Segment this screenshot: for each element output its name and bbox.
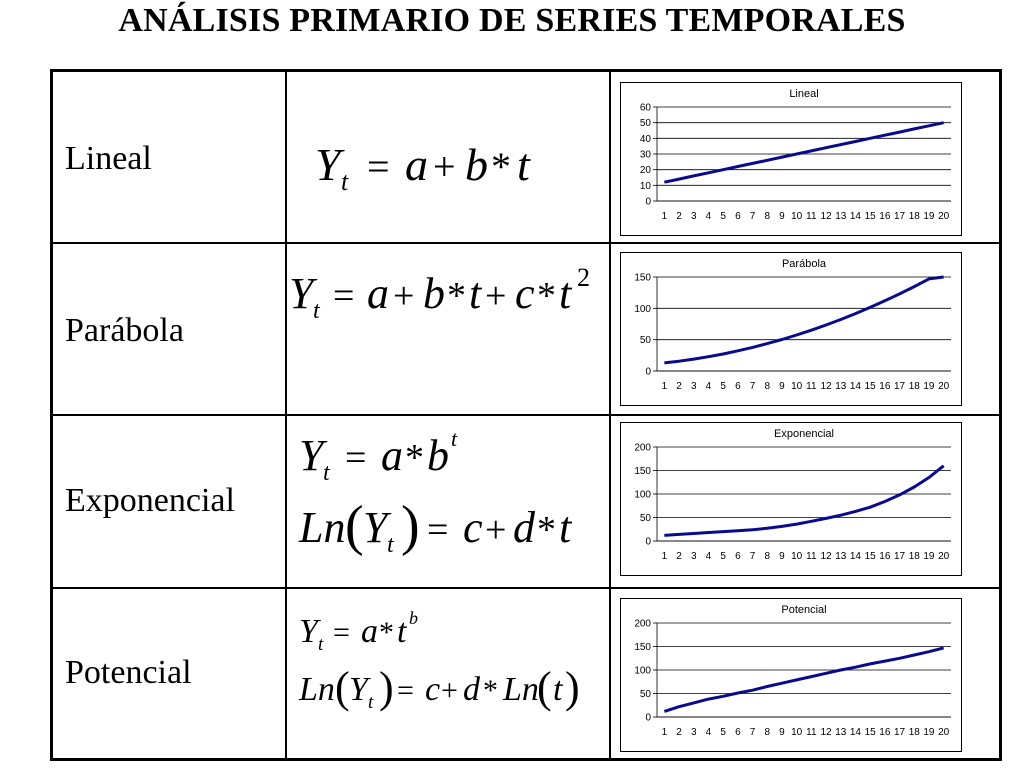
x-tick-label: 11 (806, 211, 817, 222)
x-tick-label: 3 (690, 211, 697, 222)
formula-exponent: 2 (577, 263, 590, 292)
formula-t: t (397, 613, 407, 650)
formula-d: d (513, 503, 535, 552)
y-tick-label: 100 (634, 489, 651, 501)
x-tick-label: 16 (879, 727, 891, 738)
x-tick-label: 11 (806, 727, 817, 738)
formula-subscript: t (318, 634, 324, 655)
x-tick-label: 12 (820, 381, 832, 392)
x-tick-label: 10 (791, 551, 803, 562)
y-tick-label: 0 (645, 536, 651, 548)
chart-parabola (620, 252, 962, 406)
formula-y: Y (289, 269, 314, 318)
formula-equals: = (367, 144, 390, 189)
formula-subscript: t (323, 460, 330, 486)
x-tick-label: 9 (779, 381, 785, 392)
formula-paren-open: ( (537, 663, 552, 712)
row-divider (53, 242, 999, 244)
formula-c: c (425, 671, 441, 708)
x-tick-label: 1 (661, 381, 668, 392)
x-tick-label: 16 (879, 551, 891, 562)
formula-b: b (427, 431, 449, 480)
formula-equals: = (333, 275, 355, 317)
row-divider (53, 587, 999, 589)
x-tick-label: 11 (806, 551, 817, 562)
formula-y: Y (315, 139, 341, 190)
formula-ln: Ln (299, 671, 335, 708)
y-tick-label: 50 (639, 513, 651, 524)
x-tick-label: 7 (749, 551, 756, 562)
formula-t: t (559, 503, 572, 552)
x-tick-label: 20 (938, 381, 950, 392)
chart-svg (621, 253, 961, 405)
x-tick-label: 14 (849, 551, 862, 562)
y-tick-label: 0 (645, 366, 651, 378)
x-tick-label: 5 (720, 211, 726, 222)
x-tick-label: 6 (735, 211, 741, 222)
formula-b: b (465, 139, 488, 190)
formula-asterisk: * (537, 275, 556, 317)
x-tick-label: 17 (893, 551, 906, 562)
y-tick-label: 150 (634, 272, 651, 284)
formula-c: c (515, 269, 535, 318)
x-tick-label: 17 (893, 381, 906, 392)
x-tick-label: 16 (879, 381, 891, 392)
x-tick-label: 4 (705, 727, 712, 738)
x-tick-label: 9 (779, 211, 785, 222)
y-tick-label: 10 (639, 180, 651, 192)
chart-exponencial (620, 422, 962, 576)
x-tick-label: 12 (820, 551, 832, 562)
y-tick-label: 0 (645, 712, 651, 724)
chart-title: Potencial (781, 604, 827, 616)
y-tick-label: 50 (639, 118, 651, 130)
formula-d: d (463, 671, 480, 708)
y-tick-label: 150 (634, 642, 651, 653)
x-tick-label: 17 (893, 727, 906, 738)
formula-t: t (559, 269, 572, 318)
x-tick-label: 12 (820, 727, 832, 738)
formula-a: a (381, 431, 403, 480)
x-tick-label: 18 (908, 381, 920, 392)
x-tick-label: 14 (849, 211, 862, 222)
x-tick-label: 12 (820, 211, 832, 222)
formula-parabola (289, 260, 609, 330)
chart-title: Lineal (789, 88, 819, 100)
formula-a: a (367, 269, 389, 318)
x-tick-label: 19 (923, 727, 935, 738)
formula-y: Y (349, 671, 368, 708)
x-tick-label: 16 (879, 211, 891, 222)
x-tick-label: 15 (864, 727, 876, 738)
formula-equals: = (345, 437, 367, 479)
formula-t: t (469, 269, 482, 318)
x-tick-label: 14 (849, 381, 862, 392)
chart-svg (621, 423, 961, 575)
chart-title: Exponencial (774, 428, 834, 440)
x-tick-label: 7 (749, 211, 756, 222)
x-tick-label: 1 (661, 727, 668, 738)
formula-ln: Ln (299, 503, 346, 552)
formula-a: a (361, 613, 378, 650)
x-tick-label: 8 (764, 551, 771, 562)
formula-a: a (405, 139, 428, 190)
x-tick-label: 6 (735, 551, 741, 562)
x-tick-label: 3 (690, 381, 697, 392)
x-tick-label: 18 (908, 727, 920, 738)
x-tick-label: 9 (779, 551, 785, 562)
x-tick-label: 4 (705, 551, 712, 562)
x-tick-label: 10 (791, 211, 803, 222)
x-tick-label: 9 (779, 727, 785, 738)
formula-paren-open: ( (345, 495, 364, 557)
formula-plus: + (485, 509, 507, 551)
formula-plus: + (485, 275, 507, 317)
x-tick-label: 11 (806, 381, 817, 392)
x-tick-label: 2 (676, 727, 682, 738)
formula-lineal (315, 132, 605, 202)
formula-exponencial (299, 424, 599, 574)
x-tick-label: 10 (791, 381, 803, 392)
x-tick-label: 2 (676, 381, 682, 392)
y-tick-label: 100 (634, 303, 651, 315)
formula-c: c (463, 503, 483, 552)
x-tick-label: 4 (705, 381, 712, 392)
x-tick-label: 2 (676, 211, 682, 222)
x-tick-label: 18 (908, 551, 920, 562)
series-line (664, 123, 943, 183)
x-tick-label: 5 (720, 551, 726, 562)
formula-paren-close: ) (379, 663, 394, 712)
formula-y: Y (299, 613, 318, 650)
x-tick-label: 2 (676, 551, 682, 562)
x-tick-label: 20 (938, 727, 950, 738)
y-tick-label: 40 (639, 133, 651, 145)
formula-exponent: b (409, 608, 418, 628)
x-tick-label: 14 (849, 727, 862, 738)
x-tick-label: 6 (735, 727, 741, 738)
row-label-exponencial: Exponencial (65, 482, 235, 519)
row-label-parabola: Parábola (65, 312, 184, 349)
x-tick-label: 1 (661, 551, 668, 562)
x-tick-label: 10 (791, 727, 803, 738)
formula-equals: = (397, 674, 414, 707)
formula-asterisk: * (379, 616, 394, 649)
formula-paren-open: ( (335, 663, 350, 712)
x-tick-label: 4 (705, 211, 712, 222)
formula-equals: = (427, 509, 449, 551)
formula-paren-close: ) (401, 495, 420, 557)
series-line (664, 466, 943, 536)
x-tick-label: 7 (749, 381, 756, 392)
y-tick-label: 60 (639, 102, 651, 114)
row-divider (53, 414, 999, 416)
y-tick-label: 100 (634, 665, 651, 677)
formula-asterisk: * (405, 437, 424, 479)
formula-paren-close: ) (565, 663, 580, 712)
x-tick-label: 13 (835, 381, 847, 392)
chart-svg (621, 599, 961, 751)
formula-subscript: t (387, 532, 394, 558)
x-tick-label: 8 (764, 211, 771, 222)
row-label-lineal: Lineal (65, 140, 152, 177)
x-tick-label: 15 (864, 211, 876, 222)
page-title: ANÁLISIS PRIMARIO DE SERIES TEMPORALES (118, 2, 906, 39)
formula-equals: = (333, 616, 350, 649)
x-tick-label: 19 (923, 551, 935, 562)
y-tick-label: 50 (639, 689, 651, 700)
formula-plus: + (393, 275, 415, 317)
formula-plus: + (441, 674, 458, 707)
chart-svg (621, 83, 961, 235)
y-tick-label: 200 (634, 618, 651, 630)
x-tick-label: 19 (923, 211, 935, 222)
x-tick-label: 17 (893, 211, 906, 222)
formula-y: Y (363, 503, 388, 552)
y-tick-label: 200 (634, 442, 651, 454)
x-tick-label: 15 (864, 381, 876, 392)
x-tick-label: 3 (690, 727, 697, 738)
x-tick-label: 7 (749, 727, 756, 738)
x-tick-label: 6 (735, 381, 741, 392)
series-line (664, 648, 943, 712)
y-tick-label: 0 (645, 196, 651, 208)
formula-potencial (299, 604, 599, 744)
x-tick-label: 5 (720, 727, 726, 738)
formula-t: t (553, 671, 563, 708)
formula-asterisk: * (483, 674, 498, 707)
x-tick-label: 3 (690, 551, 697, 562)
formula-asterisk: * (537, 509, 556, 551)
formula-asterisk: * (447, 275, 466, 317)
formula-t: t (517, 139, 530, 190)
y-tick-label: 50 (639, 335, 651, 347)
chart-title: Parábola (781, 258, 827, 270)
x-tick-label: 13 (835, 211, 847, 222)
x-tick-label: 5 (720, 381, 726, 392)
formula-subscript: t (341, 167, 349, 196)
formula-exponent: t (451, 426, 458, 451)
series-line (664, 277, 943, 363)
x-tick-label: 20 (938, 211, 950, 222)
formula-subscript: t (313, 298, 320, 324)
row-label-potencial: Potencial (65, 654, 192, 691)
formula-plus: + (433, 144, 456, 189)
formula-b: b (423, 269, 445, 318)
x-tick-label: 19 (923, 381, 935, 392)
x-tick-label: 8 (764, 727, 771, 738)
chart-lineal (620, 82, 962, 236)
formula-y: Y (299, 431, 324, 480)
x-tick-label: 15 (864, 551, 876, 562)
formula-subscript: t (368, 692, 374, 713)
x-tick-label: 20 (938, 551, 950, 562)
x-tick-label: 13 (835, 551, 847, 562)
x-tick-label: 1 (661, 211, 668, 222)
formula-asterisk: * (491, 144, 511, 189)
x-tick-label: 13 (835, 727, 847, 738)
x-tick-label: 18 (908, 211, 920, 222)
formula-ln: Ln (503, 671, 539, 708)
y-tick-label: 20 (639, 165, 651, 177)
y-tick-label: 150 (634, 466, 651, 477)
chart-potencial (620, 598, 962, 752)
y-tick-label: 30 (639, 149, 651, 161)
x-tick-label: 8 (764, 381, 771, 392)
